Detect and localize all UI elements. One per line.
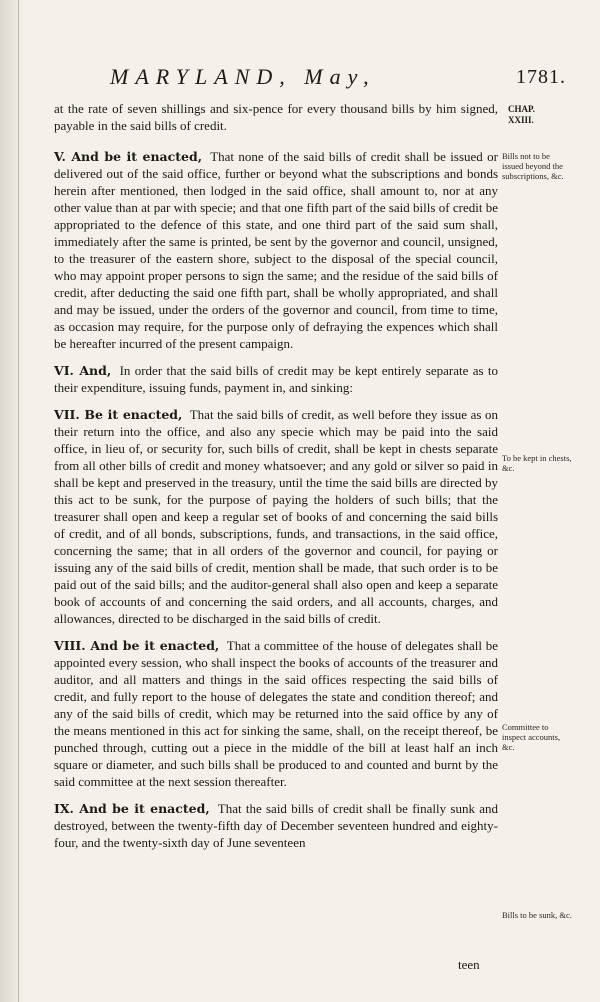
section-8	[54, 637, 498, 790]
side-note-committee: Committee to inspect accounts, &c.	[502, 722, 561, 752]
section-5	[54, 148, 498, 352]
page-binding-edge	[0, 0, 26, 1002]
paragraph-text: That a committee of the house of delegates shall be appointed every session, who shall inspect the books of accounts of the treasurer and auditor, and all matters and things in the said offices respecting the said bills of credit, and fully report to the house of delegates the state and condition thereof; and any of the said bills of credit, which may be returned into the said office by any of the means mentioned in this act for sinking the same, shall, on the receipt thereof, be punched through, cutting out a piece in the middle of the bill at least half an inch square or diameter, and such bills shall be produced to and counted and burnt by the said committee at the next session thereafter.	[54, 638, 498, 789]
side-note-bills-not-issued: Bills not to be issued beyond the subscriptions, &c.	[502, 151, 564, 181]
side-note-bills-sunk: Bills to be sunk, &c.	[502, 910, 572, 920]
section-7	[54, 406, 498, 627]
binding-line	[18, 0, 19, 1002]
section-lead: V. And be it enacted,	[54, 149, 203, 164]
paragraph-text: That the said bills of credit, as well before they issue as on their return into the office, and also any specie which may be paid into the said office, in lieu of, or security for, such bills of credit, shall be kept in chests separate from all other bills of credit and money whatsoever; and any gold or silver so paid in shall be kept and preserved in the treasury, until the time the said bills are directed by this act to be sunk, for the purpose of paying the holders of such bills; that the treasurer shall open and keep a regular set of books of and concerning the said bills of credit, and of all bonds, subscriptions, funds, and transactions, in the said office, concerning the same; that in all orders of the governor and council, for paying or issuing any of the said bills of credit, mention shall be made, that such order is to be paid out of the said bills; and the auditor-general shall also open and keep a separate book of accounts of and concerning the said orders, and all accounts, charges, and allowances, directed to be discharged in the said bills of credit.	[54, 407, 498, 626]
page-header	[110, 64, 566, 94]
section-6	[54, 362, 498, 396]
chapter-number: XXIII.	[508, 115, 534, 125]
section-lead: IX. And be it enacted,	[54, 801, 210, 816]
paragraph-text: In order that the said bills of credit may be kept entirely separate as to their expenditure, issuing funds, payment in, and sinking:	[54, 363, 498, 395]
page-year: 1781.	[516, 66, 566, 88]
section-lead: VII. Be it enacted,	[54, 407, 183, 422]
paragraph-text: That none of the said bills of credit shall be issued or delivered out of the said office, further or beyond what the subscriptions and bonds herein after mentioned, then lodged in the said office, shall amount to, nor at any other value than at par with specie; and that one fifth part of the said bills of credit be appropriated to the defence of this state, and one third part of the said sum shall, immediately after the same is printed, be sent by the governor and council, unsigned, to the treasurer of the eastern shore, subject to the disposal of the special council, who may appoint proper persons to sign the same; and the residue of the said bills of credit, after deducting the said one fifth part, shall be wholly appropriated, and shall and may be issued, under the orders of the governor and council, from time to time, as occasion may require, for the purpose only of defraying the expences which shall be hereafter incurred of the present campaign.	[54, 149, 499, 351]
document-body	[54, 100, 498, 861]
section-lead: VI. And,	[54, 363, 112, 378]
catchword: teen	[458, 957, 480, 972]
paragraph-text: at the rate of seven shillings and six-pence for every thousand bills by him signed, payable in the said bills of credit.	[54, 101, 498, 133]
paragraph-continuation	[54, 100, 498, 134]
chapter-mark	[508, 104, 568, 126]
running-head: MARYLAND, May,	[110, 64, 376, 89]
section-9	[54, 800, 498, 851]
side-note-chests: To be kept in chests, &c.	[502, 453, 572, 473]
chapter-label: CHAP.	[508, 104, 535, 114]
paragraph-text: That the said bills of credit shall be finally sunk and destroyed, between the twenty-fifth day of December seventeen hundred and eighty-four, and the twenty-sixth day of June seventeen	[54, 801, 498, 850]
section-lead: VIII. And be it enacted,	[54, 638, 220, 653]
